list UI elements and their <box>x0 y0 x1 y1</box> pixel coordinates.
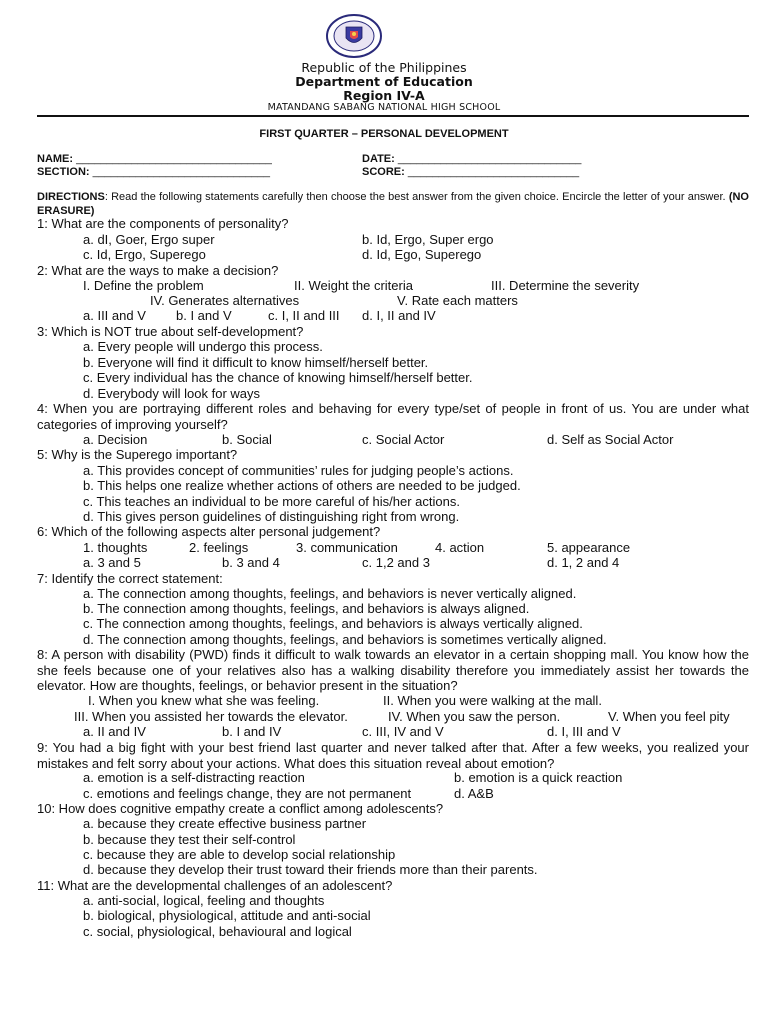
q8-choice-a[interactable]: a. II and IV <box>83 724 146 739</box>
section-field[interactable] <box>37 166 270 178</box>
q8-item-iv: IV. When you saw the person. <box>388 709 561 724</box>
q1-choice-c[interactable]: c. Id, Ergo, Superego <box>83 247 206 262</box>
name-field[interactable] <box>37 153 272 165</box>
q10-choice-d[interactable]: d. because they develop their trust toward their friends more than their parents. <box>83 862 538 877</box>
q5-choice-d[interactable]: d. This gives person guidelines of distinguishing right from wrong. <box>83 509 460 524</box>
q11-choice-b[interactable]: b. biological, physiological, attitude and anti-social <box>83 908 371 923</box>
q2-item-v: V. Rate each matters <box>397 293 518 308</box>
q10-choice-c[interactable]: c. because they are able to develop social relationship <box>83 847 396 862</box>
q9-choice-b[interactable]: b. emotion is a quick reaction <box>454 770 623 785</box>
q8-item-i: I. When you knew what she was feeling. <box>88 693 320 708</box>
q10-choice-b[interactable]: b. because they test their self-control <box>83 832 296 847</box>
q6-item-1: 1. thoughts <box>83 540 148 555</box>
q6-choice-d[interactable]: d. 1, 2 and 4 <box>547 555 620 570</box>
q1-choice-b[interactable]: b. Id, Ergo, Super ergo <box>362 232 494 247</box>
q2-choice-a[interactable]: a. III and V <box>83 308 146 323</box>
q6-choice-c[interactable]: c. 1,2 and 3 <box>362 555 430 570</box>
deped-seal-icon <box>326 14 382 58</box>
q6-item-3: 3. communication <box>296 540 398 555</box>
question-10: 10: How does cognitive empathy create a conflict among adolescents? <box>37 801 444 816</box>
header-divider <box>37 115 749 117</box>
department-line: Department of Education <box>295 74 473 89</box>
question-6: 6: Which of the following aspects alter personal judgement? <box>37 524 381 539</box>
q3-choice-d[interactable]: d. Everybody will look for ways <box>83 386 261 401</box>
region-line: Region IV-A <box>343 88 425 103</box>
directions-note: (NO ERASURE) <box>37 191 749 217</box>
q8-item-v: V. When you feel pity <box>608 709 730 724</box>
date-label: DATE: <box>362 153 395 165</box>
exam-title: FIRST QUARTER – PERSONAL DEVELOPMENT <box>259 128 509 140</box>
school-name: MATANDANG SABANG NATIONAL HIGH SCHOOL <box>267 102 501 113</box>
q7-choice-a[interactable]: a. The connection among thoughts, feelings, and behaviors is never vertically aligned. <box>83 586 577 601</box>
q11-choice-c[interactable]: c. social, physiological, behavioural and logical <box>83 924 352 939</box>
q2-choice-c[interactable]: c. I, II and III <box>268 308 340 323</box>
q8-item-iii: III. When you assisted her towards the elevator. <box>74 709 348 724</box>
q4-choice-c[interactable]: c. Social Actor <box>362 432 445 447</box>
score-blank[interactable]: ____________________________ <box>407 166 580 178</box>
q1-choice-a[interactable]: a. dI, Goer, Ergo super <box>83 232 215 247</box>
q1-choice-d[interactable]: d. Id, Ego, Superego <box>362 247 482 262</box>
q6-choice-a[interactable]: a. 3 and 5 <box>83 555 141 570</box>
q7-choice-d[interactable]: d. The connection among thoughts, feelings, and behaviors is sometimes vertically aligned. <box>83 632 607 647</box>
q5-choice-a[interactable]: a. This provides concept of communities’ rules for judging people’s actions. <box>83 463 514 478</box>
question-2: 2: What are the ways to make a decision? <box>37 263 279 278</box>
q10-choice-a[interactable]: a. because they create effective business partner <box>83 816 367 831</box>
question-8: 8: A person with disability (PWD) finds it difficult to walk towards an elevator in a certain shopping mall. You know how the she feels because one of your relatives also has a walking disability therefore you immediately assist her towards the elevator. How are thoughts, feelings, or behavior present in the situation? <box>37 647 749 693</box>
q8-choice-c[interactable]: c. III, IV and V <box>362 724 444 739</box>
directions-text: : Read the following statements carefully then choose the best answer from the given choice. Encircle the letter of your answer. <box>104 191 729 203</box>
score-field[interactable] <box>362 166 579 178</box>
republic-line: Republic of the Philippines <box>301 60 467 75</box>
q9-choice-c[interactable]: c. emotions and feelings change, they are not permanent <box>83 786 412 801</box>
q2-item-iii: III. Determine the severity <box>491 278 640 293</box>
q8-choice-b[interactable]: b. I and IV <box>222 724 282 739</box>
question-11: 11: What are the developmental challenges of an adolescent? <box>37 878 393 893</box>
section-label: SECTION: <box>37 166 90 178</box>
question-3: 3: Which is NOT true about self-development? <box>37 324 304 339</box>
q2-item-iv: IV. Generates alternatives <box>150 293 300 308</box>
q2-item-i: I. Define the problem <box>83 278 204 293</box>
q9-choice-a[interactable]: a. emotion is a self-distracting reaction <box>83 770 305 785</box>
question-7: 7: Identify the correct statement: <box>37 571 223 586</box>
name-label: NAME: <box>37 153 74 165</box>
name-blank[interactable]: ________________________________ <box>76 153 272 165</box>
q8-item-ii: II. When you were walking at the mall. <box>383 693 602 708</box>
date-field[interactable] <box>362 153 581 165</box>
q3-choice-a[interactable]: a. Every people will undergo this process. <box>83 339 323 354</box>
q6-choice-b[interactable]: b. 3 and 4 <box>222 555 280 570</box>
q2-choice-b[interactable]: b. I and V <box>176 308 232 323</box>
directions <box>37 190 749 218</box>
q4-choice-a[interactable]: a. Decision <box>83 432 148 447</box>
q4-choice-b[interactable]: b. Social <box>222 432 272 447</box>
q6-item-4: 4. action <box>435 540 485 555</box>
question-4: 4: When you are portraying different roles and behaving for every type/set of people in front of us. You are under what categories of improving yourself? <box>37 401 749 432</box>
q11-choice-a[interactable]: a. anti-social, logical, feeling and thoughts <box>83 893 325 908</box>
question-9: 9: You had a big fight with your best friend last quarter and never talked after that. After a few weeks, you realized your mistakes and felt sorry about your actions. What does this situation reveal about emotion? <box>37 740 749 771</box>
q7-choice-c[interactable]: c. The connection among thoughts, feelings, and behaviors is always vertically aligned. <box>83 616 583 631</box>
q7-choice-b[interactable]: b. The connection among thoughts, feelings, and behaviors is always aligned. <box>83 601 530 616</box>
q3-choice-b[interactable]: b. Everyone will find it difficult to know himself/herself better. <box>83 355 429 370</box>
q9-choice-d[interactable]: d. A&B <box>454 786 494 801</box>
date-blank[interactable]: ______________________________ <box>397 153 582 165</box>
directions-label: DIRECTIONS <box>37 191 105 203</box>
q3-choice-c[interactable]: c. Every individual has the chance of knowing himself/herself better. <box>83 370 473 385</box>
q2-choice-d[interactable]: d. I, II and IV <box>362 308 436 323</box>
q6-item-2: 2. feelings <box>189 540 249 555</box>
section-blank[interactable]: _____________________________ <box>92 166 271 178</box>
question-1: 1: What are the components of personality? <box>37 216 289 231</box>
q5-choice-c[interactable]: c. This teaches an individual to be more careful of his/her actions. <box>83 494 460 509</box>
q4-choice-d[interactable]: d. Self as Social Actor <box>547 432 674 447</box>
q2-item-ii: II. Weight the criteria <box>294 278 413 293</box>
question-5: 5: Why is the Superego important? <box>37 447 238 462</box>
score-label: SCORE: <box>362 166 405 178</box>
q6-item-5: 5. appearance <box>547 540 631 555</box>
q5-choice-b[interactable]: b. This helps one realize whether actions of others are needed to be judged. <box>83 478 521 493</box>
q8-choice-d[interactable]: d. I, III and V <box>547 724 621 739</box>
